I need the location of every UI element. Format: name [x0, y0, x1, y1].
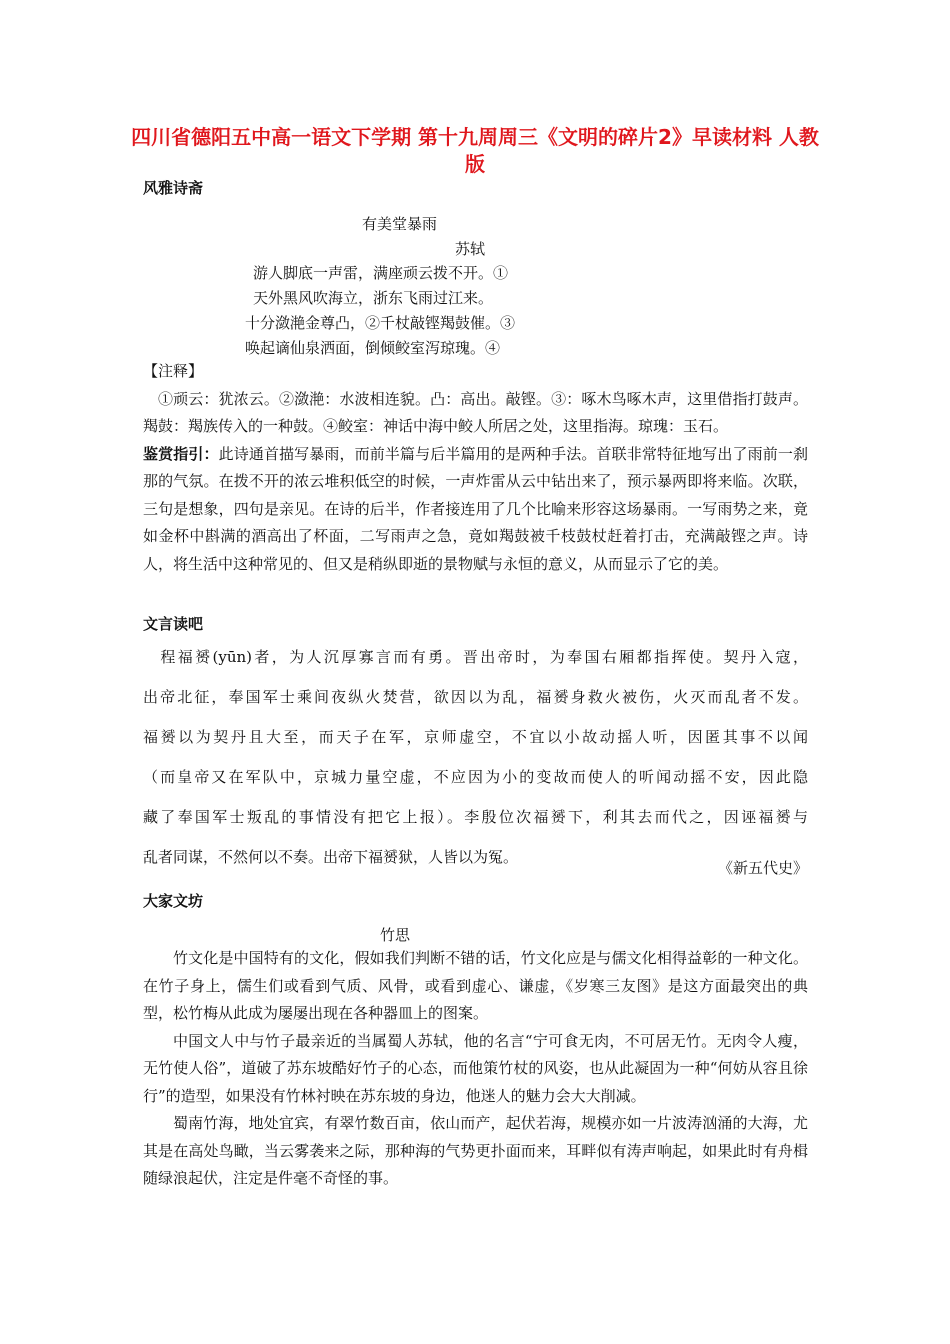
poem-title: 有美堂暴雨: [362, 215, 438, 233]
appreciation-label: 鉴赏指引：: [143, 444, 219, 463]
essay-paragraph: 竹文化是中国特有的文化，假如我们判断不错的话，竹文化应是与儒文化相得益彰的一种文化。在竹子身上，儒生们或看到气质、风骨，或看到虚心、谦虚，《岁寒三友图》是这方面最突出的典型，松竹梅从此成为屡屡出现在各种器皿上的图案。: [143, 949, 808, 1022]
classical-line: 藏了奉国军士叛乱的事情没有把它上报）。李殷位次福赟下，利其去而代之，因诬福赟与: [143, 808, 808, 826]
classical-source: 《新五代史》: [717, 859, 808, 877]
notes-label: 【注释】: [143, 362, 204, 380]
poem-line: 十分潋滟金尊凸，②千杖敲铿羯鼓催。③: [245, 314, 516, 332]
classical-text: [143, 637, 808, 877]
notes-text: ①顽云：犹浓云。②潋滟：水波相连貌。凸：高出。敲铿。③：啄木鸟啄木声，这里借指打鼓声。羯鼓：羯族传入的一种鼓。④鲛室：神话中海中鲛人所居之处，这里指海。琼瑰：玉石。: [143, 389, 808, 435]
poem-author: 苏轼: [455, 240, 486, 258]
appreciation-text: 此诗通首描写暴雨，而前半篇与后半篇用的是两种手法。首联非常特征地写出了雨前一刹那的气氛。在拨不开的浓云堆积低空的时候，一声炸雷从云中钻出来了，预示暴两即将来临。次联，三句是想象，四句是亲见。在诗的后半，作者接连用了几个比喻来形容这场暴雨。一写雨势之来，竟如金杯中斟满的酒高出了杯面，二写雨声之急，竟如羯鼓被千枝鼓杖赶着打击，充满敲铿之声。诗人，将生活中这种常见的、但又是稍纵即逝的景物赋与永恒的意义，从而显示了它的美。: [143, 444, 808, 573]
poem-line: 唤起谪仙泉洒面，倒倾鲛室泻琼瑰。④: [245, 339, 501, 357]
essay-body: [143, 945, 808, 1193]
poem-line: 游人脚底一声雷，满座顽云拨不开。①: [253, 264, 509, 282]
poem-line: 天外黑风吹海立，浙东飞雨过江来。: [253, 289, 494, 307]
classical-line: （而皇帝又在军队中，京城力量空虚，不应因为小的变故而使人的听闻动摇不安，因此隐: [143, 768, 808, 786]
section-heading-classical: 文言读吧: [143, 615, 204, 633]
essay-paragraph: 中国文人中与竹子最亲近的当属蜀人苏轼，他的名言“宁可食无肉，不可居无竹。无肉令人瘦，无竹使人俗”，道破了苏东坡酷好竹子的心态，而他策竹杖的风姿，也从此凝固为一种“何妨从容且徐行”的造型，如果没有竹林衬映在苏东坡的身边，他迷人的魅力会大大削减。: [143, 1031, 808, 1105]
essay-title: 竹思: [380, 926, 411, 944]
poem-notes: [143, 358, 808, 578]
classical-line: 出帝北征，奉国军士乘间夜纵火焚营，欲因以为乱，福赟身救火被伤，火灭而乱者不发。: [143, 688, 808, 706]
classical-line: 程福赟(yūn)者，为人沉厚寡言而有勇。晋出帝时，为奉国右厢都指挥使。契丹入寇，: [143, 648, 808, 666]
section-heading-poetry: 风雅诗斋: [143, 179, 204, 197]
section-heading-essay: 大家文坊: [143, 892, 204, 910]
essay-paragraph: 蜀南竹海，地处宜宾，有翠竹数百亩，依山而产，起伏若海，规模亦如一片波涛汹涌的大海，尤其是在高处鸟瞰，当云雾袭来之际，那种海的气势更扑面而来，耳畔似有涛声响起，如果此时有舟楫随绿浪起伏，注定是件毫不奇怪的事。: [143, 1114, 808, 1187]
document-title: 四川省德阳五中高一语文下学期 第十九周周三《文明的碎片2》早读材料 人教版: [131, 125, 819, 176]
classical-line: 福赟以为契丹且大至，而天子在军，京师虚空，不宜以小故动摇人听，因匿其事不以闻: [143, 728, 808, 746]
classical-line: 乱者同谋，不然何以不奏。出帝下福赟狱，人皆以为冤。: [143, 848, 519, 866]
